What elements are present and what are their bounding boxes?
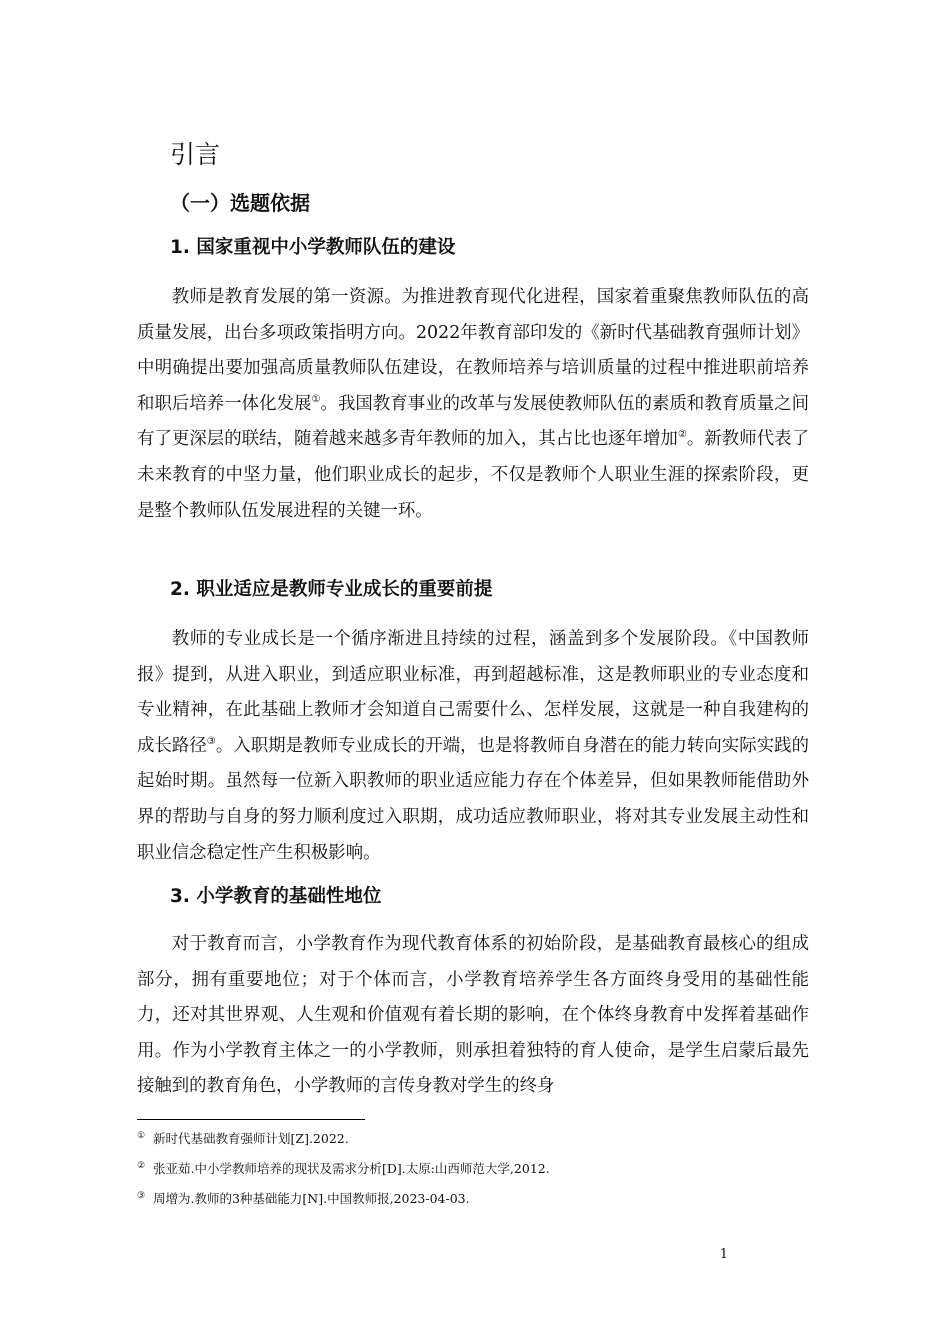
footnote-2: ② 张亚茹.中小学教师培养的现状及需求分析[D].太原:山西师范大学,2012. (137, 1160, 550, 1176)
paragraph-3 (137, 927, 809, 1105)
paragraph-3-text: 对于教育而言，小学教育作为现代教育体系的初始阶段，是基础教育最核心的组成部分，拥有重要地位；对于个体而言，小学教育培养学生各方面终身受用的基础性能力，还对其世界观、人生观和价值观有着长期的影响，在个体终身教育中发挥着基础作用。作为小学教育主体之一的小学教师，则承担着独特的育人使命，是学生启蒙后最先接触到的教育角色，小学教师的言传身教对学生的终身 (137, 934, 809, 1097)
paragraph-2-text-b: 。入职期是教师专业成长的开端，也是将教师自身潜在的能力转向实际实践的起始时期。虽然每一位新入职教师的职业适应能力存在个体差异，但如果教师能借助外界的帮助与自身的努力顺利度过入职期，成功适应教师职业，将对其专业发展主动性和职业信念稳定性产生积极影响。 (137, 735, 809, 863)
subsection-heading-1: 1. 国家重视中小学教师队伍的建设 (170, 237, 456, 258)
footnote-3: ③ 周增为.教师的3种基础能力[N].中国教师报,2023-04-03. (137, 1190, 470, 1206)
footnote-text-1: 新时代基础教育强师计划[Z].2022. (153, 1131, 349, 1146)
paragraph-1-text-c: 。新教师代表了未来教育的中坚力量，他们职业成长的起步，不仅是教师个人职业生涯的探索阶段，更是整个教师队伍发展进程的关键一环。 (137, 429, 809, 521)
footnote-ref-1[interactable]: ① (311, 393, 321, 405)
paragraph-2-text-a: 教师的专业成长是一个循序渐进且持续的过程，涵盖到多个发展阶段。《中国教师报》提到，从进入职业，到适应职业标准，再到超越标准，这是教师职业的专业态度和专业精神，在此基础上教师才会知道自己需要什么、怎样发展，这就是一种自我建构的成长路径 (137, 629, 809, 756)
footnote-text-3: 周增为.教师的3种基础能力[N].中国教师报,2023-04-03. (153, 1191, 470, 1206)
subsection-heading-3: 3. 小学教育的基础性地位 (170, 886, 382, 907)
paragraph-1 (137, 280, 809, 529)
footnote-divider (137, 1119, 365, 1120)
footnote-ref-3[interactable]: ③ (206, 735, 216, 747)
footnote-1: ① 新时代基础教育强师计划[Z].2022. (137, 1130, 349, 1146)
footnote-ref-2[interactable]: ② (677, 429, 687, 441)
subsection-heading-2: 2. 职业适应是教师专业成长的重要前提 (170, 579, 493, 600)
paragraph-2 (137, 622, 809, 871)
section-heading: （一）选题依据 (170, 191, 310, 215)
paragraph-1-text-a: 教师是教育发展的第一资源。为推进教育现代化进程，国家着重聚焦教师队伍的高质量发展，出台多项政策指明方向。2022年教育部印发的《新时代基础教育强师计划》中明确提出要加强高质量教师队伍建设，在教师培养与培训质量的过程中推进职前培养和职后培养一体化发展 (137, 287, 809, 414)
paragraph-1-text-b: 。我国教育事业的改革与发展使教师队伍的素质和教育质量之间有了更深层的联结，随着越来越多青年教师的加入，其占比也逐年增加 (137, 393, 809, 450)
page-number: 1 (719, 1247, 728, 1262)
page-title: 引言 (170, 140, 221, 169)
footnote-text-2: 张亚茹.中小学教师培养的现状及需求分析[D].太原:山西师范大学,2012. (153, 1161, 550, 1176)
